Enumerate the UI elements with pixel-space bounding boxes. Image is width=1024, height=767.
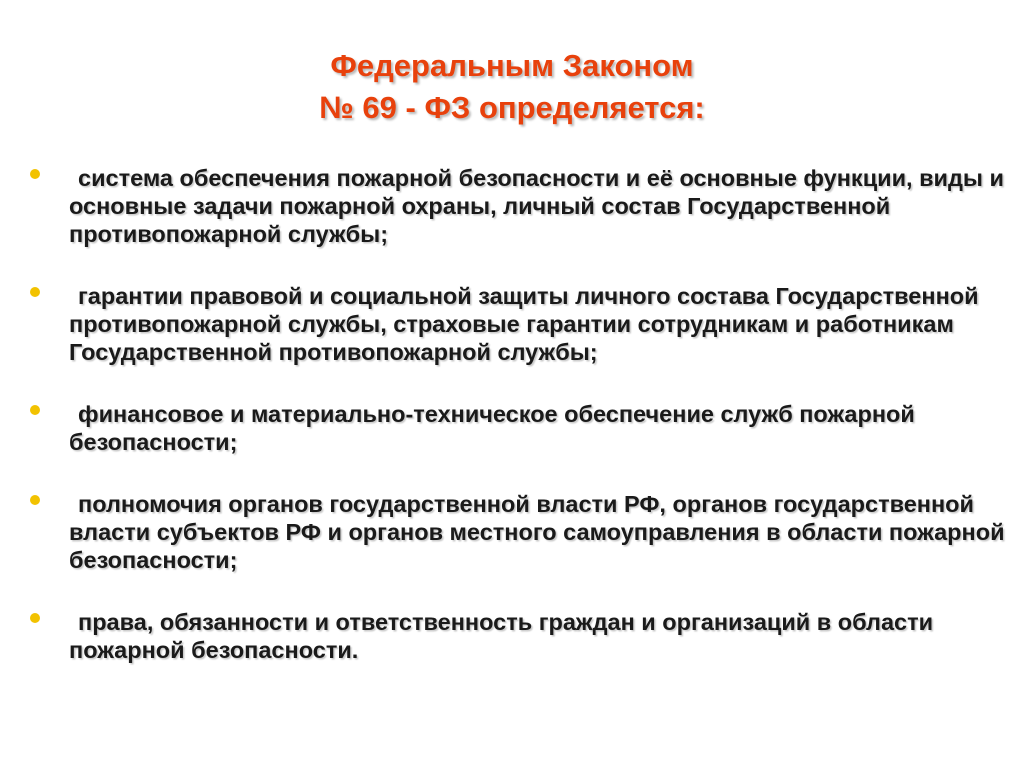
bullet-list [30, 164, 1010, 698]
title-line-1: Федеральным Законом [330, 47, 694, 83]
list-item [30, 608, 1010, 664]
list-item [30, 490, 1010, 574]
list-item-text: гарантии правовой и социальной защиты личного состава Государственной противопожарной службы, страховые гарантии сотрудникам и работникам Государственной противопожарной службы; [69, 283, 979, 365]
list-item-text: финансовое и материально-техническое обеспечение служб пожарной безопасности; [69, 401, 915, 455]
list-item-text: полномочия органов государственной власти РФ, органов государственной власти субъектов РФ и органов местного самоуправления в области пожарной безопасности; [69, 491, 1005, 573]
bullet-dot-icon [30, 495, 40, 505]
list-item-text: система обеспечения пожарной безопасности и её основные функции, виды и основные задачи пожарной охраны, личный состав Государственной противопожарной службы; [69, 165, 1004, 247]
slide-title [0, 45, 1024, 129]
list-item [30, 400, 1010, 456]
bullet-dot-icon [30, 405, 40, 415]
bullet-dot-icon [30, 613, 40, 623]
bullet-dot-icon [30, 287, 40, 297]
title-line-2: № 69 - ФЗ определяется: [319, 89, 705, 125]
list-item [30, 282, 1010, 366]
list-item-text: права, обязанности и ответственность граждан и организаций в области пожарной безопасности. [69, 609, 934, 663]
bullet-dot-icon [30, 169, 40, 179]
list-item [30, 164, 1010, 248]
